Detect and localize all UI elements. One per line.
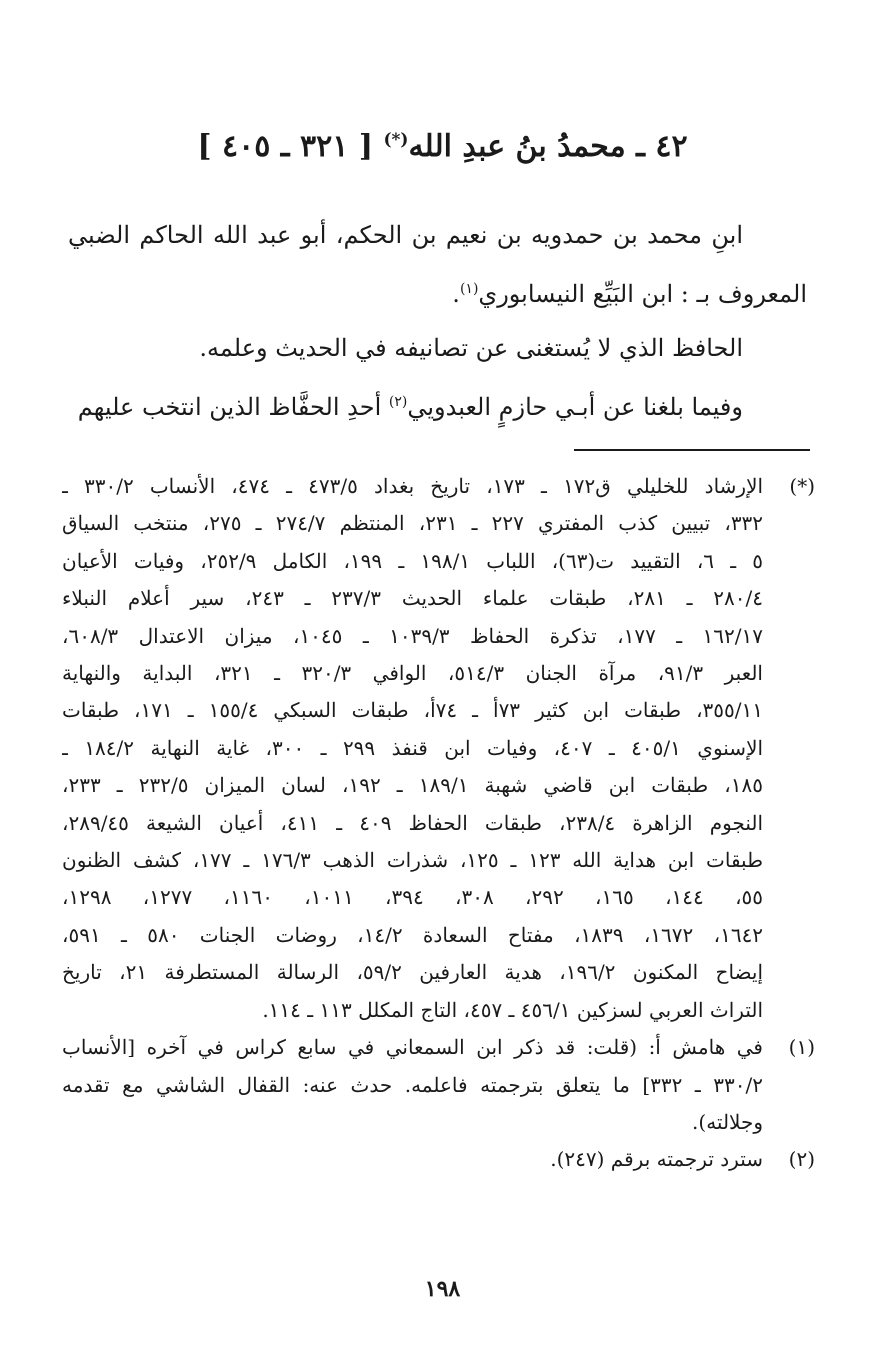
footnote-line: ٣٣٠/٢ ـ ٣٣٢] ما يتعلق بترجمته فاعلمه. حدث عنه: القفال الشاشي مع تقدمه [62,1072,763,1097]
paragraph-3 [68,375,807,434]
paragraph-1-end: . [452,280,460,308]
footnote-line: ١٦٤٢، ١٦٧٢، ١٨٣٩، مفتاح السعادة ١٤/٢، روضات الجنات ٥٨٠ ـ ٥٩١، [62,922,763,947]
main-text [68,208,807,434]
entry-dates: [ ٣٢١ ـ ٤٠٥ ] [197,129,374,164]
footnote-line: ٢٨٠/٤ ـ ٢٨١، طبقات علماء الحديث ٢٣٧/٣ ـ ٢٤٣، سير أعلام النبلاء [62,586,763,611]
footnote-line: النجوم الزاهرة ٢٣٨/٤، طبقات الحفاظ ٤٠٩ ـ ٤١١، أعيان الشيعة ٢٨٩/٤٥، [62,810,763,835]
footnote-line: العبر ٩١/٣، مرآة الجنان ٥١٤/٣، الوافي ٣٢٠/٣ ـ ٣٢١، البداية والنهاية [62,661,763,686]
footnote-line: ١٨٥، طبقات ابن قاضي شهبة ١٨٩/١ ـ ١٩٢، لسان الميزان ٢٣٢/٥ ـ ٢٣٣، [62,773,763,798]
footnote-line: الإسنوي ٤٠٥/١ ـ ٤٠٧، وفيات ابن قنفذ ٢٩٩ ـ ٣٠٠، غاية النهاية ١٨٤/٢ ـ [62,735,763,760]
entry-name: محمدُ بنُ عبدِ الله [408,129,626,164]
footnote-line: التراث العربي لسزكين ٤٥٦/١ ـ ٤٥٧، التاج المكلل ١١٣ ـ ١١٤. [262,997,763,1022]
footnote-line: ٥ ـ ٦، التقييد ت(٦٣)، اللباب ١٩٨/١ ـ ١٩٩، الكامل ٢٥٢/٩، وفيات الأعيان [62,548,763,573]
footnote-line: ٣٥٥/١١، طبقات ابن كثير ٧٣أ ـ ٧٤أ، طبقات السبكي ١٥٥/٤ ـ ١٧١، طبقات [62,698,763,723]
paragraph-3-start: وفيما بلغنا عن أبـي حازمٍ العبدويي [407,393,743,421]
footnote-ref-1: (١) [459,281,479,297]
footnote-divider [574,449,810,451]
page-number: ١٩٨ [424,1276,461,1302]
paragraph-3-end: أحدِ الحفَّاظ الذين انتخب عليهم [77,393,389,421]
footnote-star [62,468,815,1029]
heading-footnote-marker: (*) [383,130,409,150]
footnote-line: سترد ترجمته برقم (٢٤٧). [550,1147,763,1172]
footnote-line: إيضاح المكنون ١٩٦/٢، هدية العارفين ٥٩/٢، الرسالة المستطرفة ٢١، تاريخ [62,960,763,985]
entry-number: ٤٢ ـ [636,129,688,164]
footnote-ref-2: (٢) [388,394,408,410]
footnote-body [62,1141,763,1178]
footnote-line: ٣٣٢، تبيين كذب المفتري ٢٢٧ ـ ٢٣١، المنتظم ٢٧٤/٧ ـ ٢٧٥، منتخب السياق [62,511,763,536]
footnote-line: ١٦٢/١٧ ـ ١٧٧، تذكرة الحفاظ ١٠٣٩/٣ ـ ١٠٤٥، ميزان الاعتدال ٦٠٨/٣، [62,623,763,648]
footnote-1 [62,1029,815,1141]
entry-heading [60,112,825,175]
paragraph-2: الحافظ الذي لا يُستغنى عن تصانيفه في الحديث وعلمه. [199,334,743,362]
footnote-mark: (١) [788,1035,815,1060]
footnote-line: الإرشاد للخليلي ق١٧٢ ـ ١٧٣، تاريخ بغداد ٤٧٣/٥ ـ ٤٧٤، الأنساب ٣٣٠/٢ ـ [62,474,763,498]
footnote-2 [62,1141,815,1178]
footnote-line: وجلالته). [692,1109,763,1134]
footnote-mark: (٢) [788,1147,815,1172]
paragraph-1-line-2 [68,262,807,321]
footnote-mark: (*) [789,474,815,498]
paragraph-1-line-2-text: المعروف بـ : ابن البَيِّع النيسابوري [478,280,807,308]
footnotes [62,468,815,1179]
footnote-body [62,468,763,1029]
footnote-line: طبقات ابن هداية الله ١٢٣ ـ ١٢٥، شذرات الذهب ١٧٦/٣ ـ ١٧٧، كشف الظنون [62,848,763,873]
paragraph-1-line-1: ابنِ محمد بن حمدويه بن نعيم بن الحكم، أبو عبد الله الحاكم الضبي [68,221,743,249]
footnote-body [62,1029,763,1141]
footnote-line: في هامش أ: (قلت: قد ذكر ابن السمعاني في سابع كراس في آخره [الأنساب [62,1035,763,1060]
footnote-line: ٥٥، ١٤٤، ١٦٥، ٢٩٢، ٣٠٨، ٣٩٤، ١٠١١، ١١٦٠، ١٢٧٧، ١٢٩٨، [62,885,763,910]
